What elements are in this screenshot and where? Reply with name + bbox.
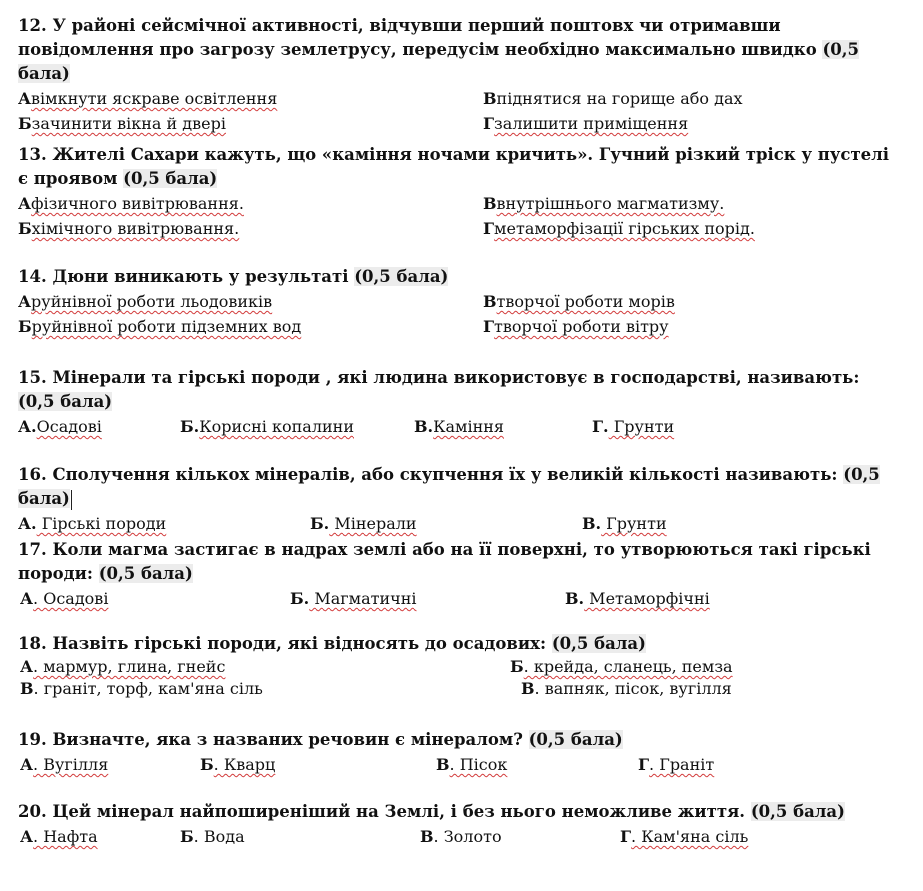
option-v[interactable]: Втворчої роботи морів	[483, 292, 675, 311]
options-row	[18, 289, 898, 314]
option-g[interactable]: Г. Кам'яна сіль	[620, 827, 749, 846]
option-b[interactable]: Б. Мінерали	[310, 514, 417, 533]
options-row	[18, 216, 898, 241]
options-row	[18, 656, 898, 678]
text-cursor	[71, 490, 72, 510]
points-badge: (0,5 бала)	[750, 802, 845, 821]
points-badge: (0,5 бала)	[18, 40, 859, 83]
options-row	[18, 314, 898, 339]
option-g[interactable]: Г. Граніт	[638, 755, 715, 774]
question-14	[18, 265, 898, 339]
question-text: 17. Коли магма застигає в надрах землі або на її поверхні, то утворюються такі гірські породи: (0,5 бала)	[18, 540, 871, 583]
points-badge: (0,5 бала)	[18, 465, 880, 508]
option-g[interactable]: Гметаморфізації гірських порід.	[483, 219, 755, 238]
options-row	[18, 86, 898, 111]
options-row	[18, 752, 898, 777]
option-b[interactable]: Б. Магматичні	[290, 589, 417, 608]
question-18	[18, 632, 898, 700]
question-20	[18, 800, 898, 849]
question-text: 18. Назвіть гірські породи, які відносять до осадових: (0,5 бала)	[18, 634, 646, 653]
option-b[interactable]: Б.Корисні копалини	[180, 417, 354, 436]
option-v[interactable]: В.Каміння	[414, 417, 504, 436]
option-b[interactable]: Бзачинити вікна й двері	[18, 114, 226, 133]
question-text: 19. Визначте, яка з названих речовин є мінералом? (0,5 бала)	[18, 730, 623, 749]
points-badge: (0,5 бала)	[98, 564, 193, 583]
option-a[interactable]: А. Нафта	[20, 827, 98, 846]
options-row	[18, 511, 898, 536]
question-text: 12. У районі сейсмічної активності, відчувши перший поштовх чи отримавши повідомлення про загрозу землетрусу, передусім необхідно максимально швидко (0,5 бала)	[18, 16, 859, 83]
option-a[interactable]: Афізичного вивітрювання.	[18, 194, 244, 213]
question-16	[18, 463, 898, 536]
option-a[interactable]: Авімкнути яскраве освітлення	[18, 89, 278, 108]
question-text: 14. Дюни виникають у результаті (0,5 бала)	[18, 267, 449, 286]
option-g[interactable]: Гтворчої роботи вітру	[483, 317, 669, 336]
option-v[interactable]: В. Грунти	[582, 514, 667, 533]
question-15	[18, 366, 898, 439]
points-badge: (0,5 бала)	[354, 267, 449, 286]
option-v[interactable]: Ввнутрішнього магматизму.	[483, 194, 725, 213]
options-row	[18, 678, 898, 700]
option-b[interactable]: Б. крейда, сланець, пемза	[510, 657, 733, 676]
option-b[interactable]: Бхімічного вивітрювання.	[18, 219, 240, 238]
options-row	[18, 191, 898, 216]
option-a[interactable]: А. Гірські породи	[18, 514, 167, 533]
question-13	[18, 143, 898, 241]
option-b[interactable]: Б. Вода	[180, 827, 245, 846]
option-v[interactable]: В. Метаморфічні	[565, 589, 710, 608]
points-badge: (0,5 бала)	[551, 634, 646, 653]
question-17	[18, 538, 898, 611]
option-a[interactable]: А.Осадові	[18, 417, 102, 436]
option-g[interactable]: Гзалишити приміщення	[483, 114, 689, 133]
question-19	[18, 728, 898, 777]
options-row	[18, 586, 898, 611]
option-a[interactable]: Аруйнівної роботи льодовиків	[18, 292, 273, 311]
option-v[interactable]: Впіднятися на горище або дах	[483, 89, 743, 108]
option-v[interactable]: В. Пісок	[436, 755, 508, 774]
option-b[interactable]: Бруйнівної роботи підземних вод	[18, 317, 302, 336]
option-v2[interactable]: В. вапняк, пісок, вугілля	[521, 679, 732, 698]
points-badge: (0,5 бала)	[528, 730, 623, 749]
points-badge: (0,5 бала)	[18, 392, 113, 411]
question-text: 16. Сполучення кількох мінералів, або скупчення їх у великій кількості називають: (0,5 бала)	[18, 465, 880, 508]
option-g[interactable]: Г. Грунти	[592, 417, 675, 436]
question-text: 13. Жителі Сахари кажуть, що «каміння ночами кричить». Гучний різкий тріск у пустелі є проявом (0,5 бала)	[18, 145, 890, 188]
options-row	[18, 111, 898, 136]
question-text: 15. Мінерали та гірські породи , які людина використовує в господарстві, називають: (0,5 бала)	[18, 368, 860, 411]
options-row	[18, 824, 898, 849]
points-badge: (0,5 бала)	[123, 169, 218, 188]
question-12	[18, 14, 898, 136]
options-row	[18, 414, 898, 439]
option-v[interactable]: В. граніт, торф, кам'яна сіль	[20, 679, 263, 698]
option-a[interactable]: А. Осадові	[20, 589, 109, 608]
option-a[interactable]: А. Вугілля	[20, 755, 109, 774]
option-a[interactable]: А. мармур, глина, гнейс	[20, 657, 226, 676]
question-text: 20. Цей мінерал найпоширеніший на Землі, і без нього неможливе життя. (0,5 бала)	[18, 802, 845, 821]
option-b[interactable]: Б. Кварц	[200, 755, 276, 774]
option-v[interactable]: В. Золото	[420, 827, 502, 846]
